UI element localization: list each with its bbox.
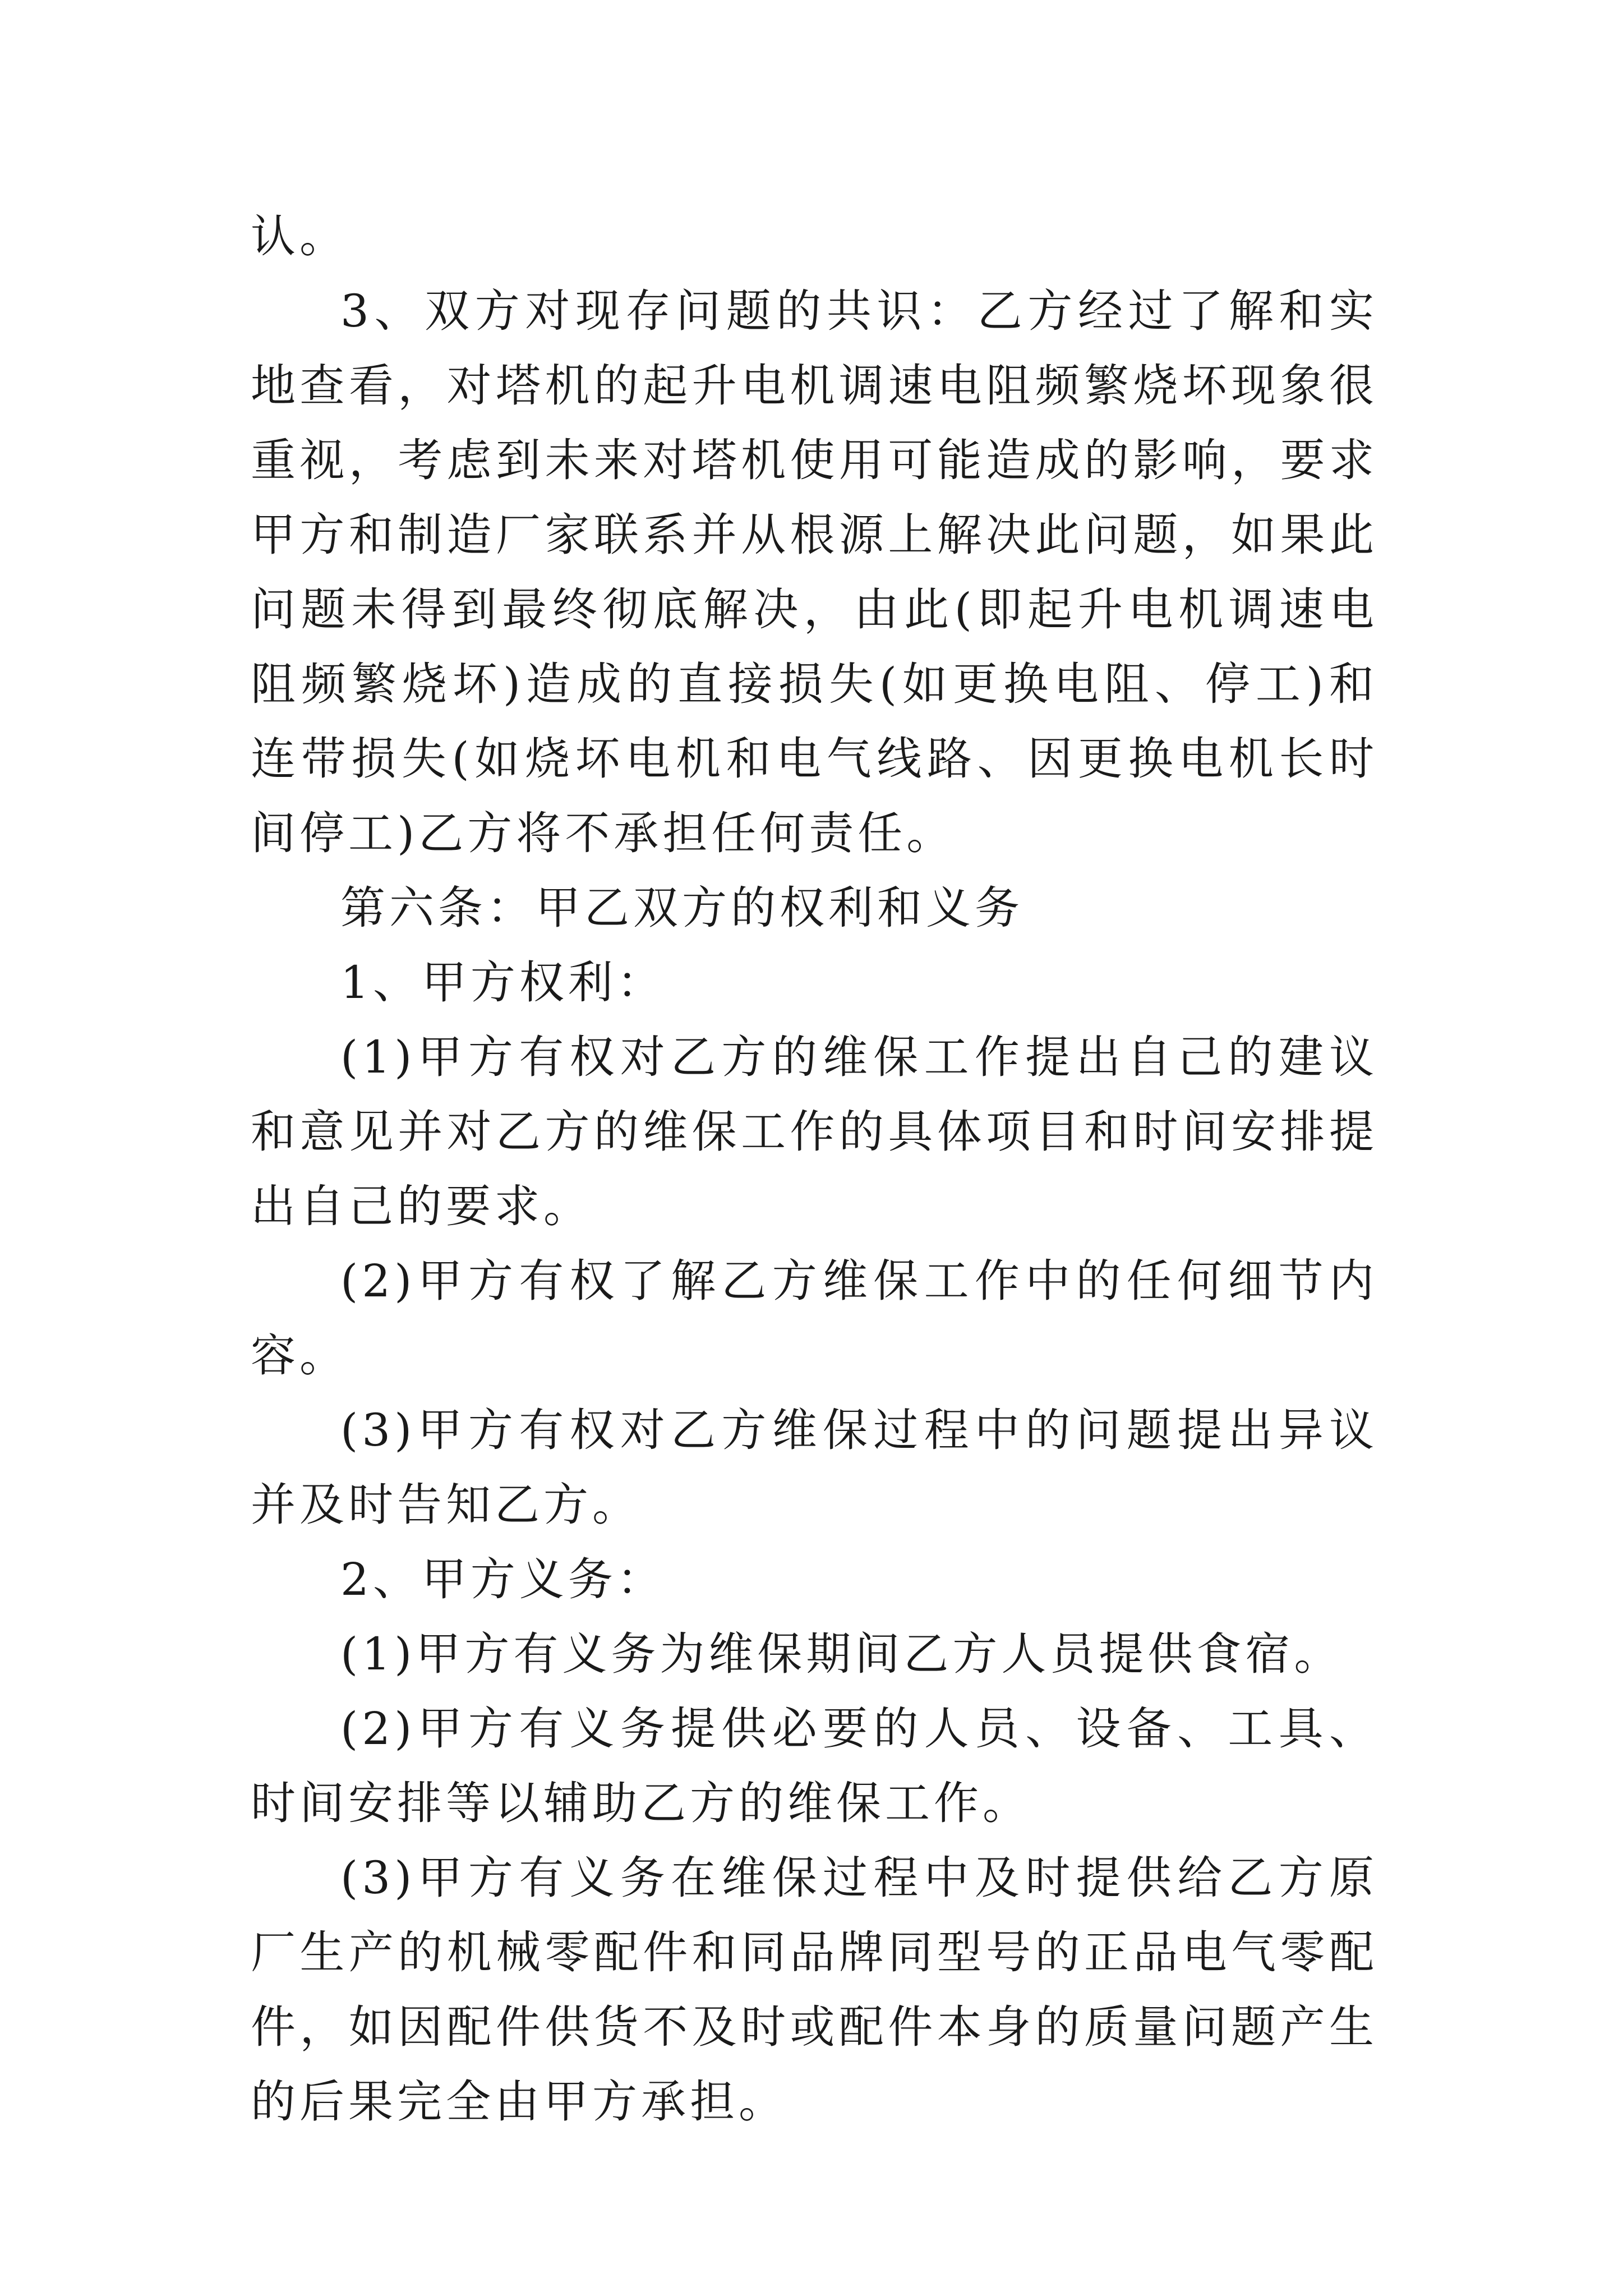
paragraph: 认。: [251, 210, 348, 263]
subsection-heading: 1、甲方权利：: [340, 956, 666, 1009]
section-heading: 第六条：甲乙双方的权利和义务: [340, 882, 1023, 934]
list-item: (1)甲方有义务为维保期间乙方人员提供食宿。: [340, 1628, 1343, 1680]
list-item: (1)甲方有权对乙方的维保工作提出自己的建议和意见并对乙方的维保工作的具体项目和时间安排提出自己的要求。: [251, 1031, 1378, 1232]
paragraph: 3、双方对现存问题的共识：乙方经过了解和实地查看，对塔机的起升电机调速电阻频繁烧坏现象很重视，考虑到未来对塔机使用可能造成的影响，要求甲方和制造厂家联系并从根源上解决此问题，如果此问题未得到最终彻底解决，由此(即起升电机调速电阻频繁烧坏)造成的直接损失(如更换电阻、停工)和连带损失(如烧坏电机和电气线路、因更换电机长时间停工)乙方将不承担任何责任。: [251, 285, 1378, 859]
list-item: (3)甲方有权对乙方维保过程中的问题提出异议并及时告知乙方。: [251, 1404, 1378, 1531]
document-body: [251, 199, 1378, 2139]
subsection-heading: 2、甲方义务：: [340, 1553, 666, 1605]
list-item: (2)甲方有权了解乙方维保工作中的任何细节内容。: [251, 1255, 1378, 1382]
list-item: (2)甲方有义务提供必要的人员、设备、工具、时间安排等以辅助乙方的维保工作。: [251, 1703, 1378, 1829]
list-item: (3)甲方有义务在维保过程中及时提供给乙方原厂生产的机械零配件和同品牌同型号的正品电气零配件，如因配件供货不及时或配件本身的质量问题产生的后果完全由甲方承担。: [251, 1852, 1378, 2128]
